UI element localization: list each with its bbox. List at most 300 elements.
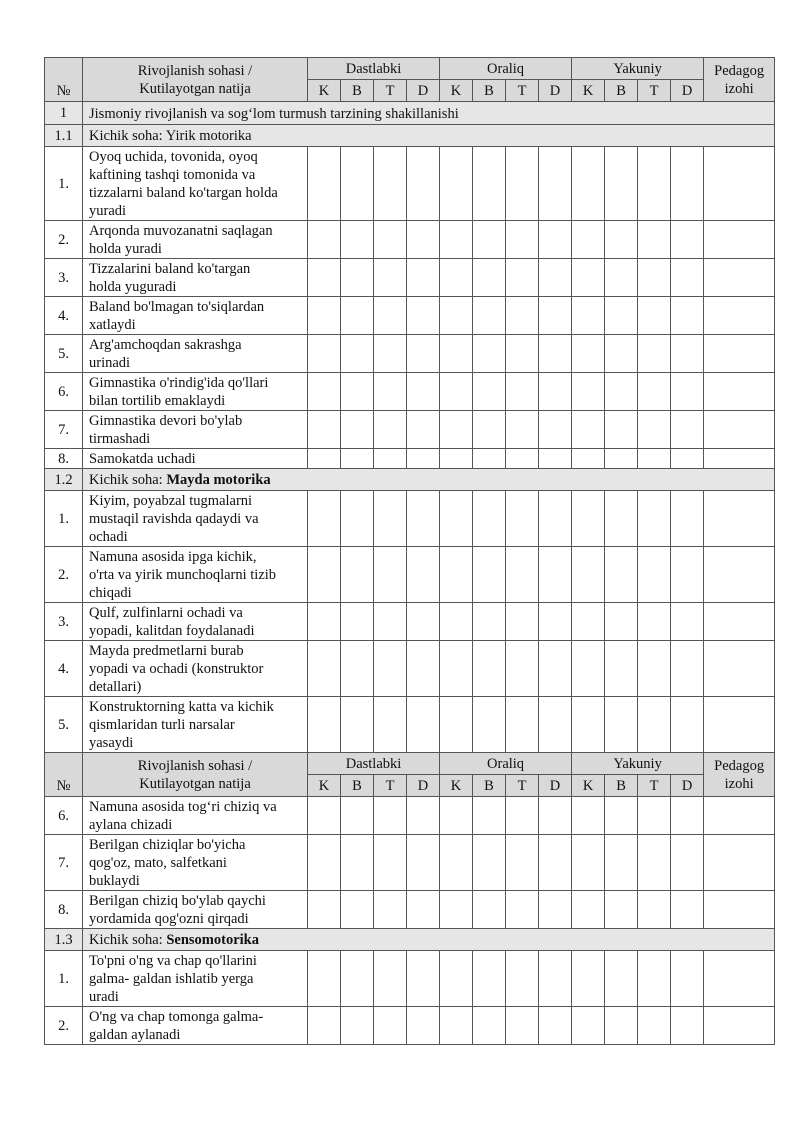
outcome-line: aylana chizadi bbox=[89, 817, 173, 833]
rating-cell[interactable] bbox=[374, 147, 407, 221]
rating-cell[interactable] bbox=[638, 951, 671, 1007]
rating-cell[interactable] bbox=[440, 373, 473, 411]
outcome-number-text: 7. bbox=[58, 421, 69, 438]
teacher-comment-cell[interactable] bbox=[704, 491, 775, 547]
header-row bbox=[45, 58, 775, 80]
rating-cell[interactable] bbox=[605, 373, 638, 411]
outcome-line: Samokatda uchadi bbox=[89, 451, 196, 467]
rating-cell[interactable] bbox=[407, 221, 440, 259]
rating-cell[interactable] bbox=[506, 147, 539, 221]
rating-cell[interactable] bbox=[638, 641, 671, 697]
outcome-line: ochadi bbox=[89, 529, 128, 545]
rating-cell[interactable] bbox=[638, 335, 671, 373]
rating-cell[interactable] bbox=[638, 221, 671, 259]
level-header bbox=[671, 775, 704, 797]
rating-cell[interactable] bbox=[638, 449, 671, 469]
rating-cell[interactable] bbox=[605, 147, 638, 221]
rating-cell[interactable] bbox=[440, 835, 473, 891]
rating-cell[interactable] bbox=[341, 1007, 374, 1045]
rating-cell[interactable] bbox=[539, 335, 572, 373]
outcome-number bbox=[45, 259, 83, 297]
outcome-line: uradi bbox=[89, 989, 119, 1005]
rating-cell[interactable] bbox=[473, 373, 506, 411]
outcome-line: yopadi va ochadi (konstruktor bbox=[89, 661, 264, 677]
level-label: D bbox=[681, 82, 693, 99]
outcome-text bbox=[83, 491, 308, 547]
rating-cell[interactable] bbox=[671, 835, 704, 891]
rating-cell[interactable] bbox=[407, 835, 440, 891]
rating-cell[interactable] bbox=[572, 603, 605, 641]
rating-cell[interactable] bbox=[308, 891, 341, 929]
rating-cell[interactable] bbox=[341, 449, 374, 469]
rating-cell[interactable] bbox=[506, 297, 539, 335]
rating-cell[interactable] bbox=[506, 547, 539, 603]
rating-cell[interactable] bbox=[374, 641, 407, 697]
rating-cell[interactable] bbox=[341, 603, 374, 641]
rating-cell[interactable] bbox=[374, 547, 407, 603]
level-label: D bbox=[417, 82, 429, 99]
rating-cell[interactable] bbox=[671, 951, 704, 1007]
rating-cell[interactable] bbox=[539, 449, 572, 469]
period-header bbox=[440, 753, 572, 775]
rating-cell[interactable] bbox=[671, 297, 704, 335]
rating-cell[interactable] bbox=[407, 1007, 440, 1045]
rating-cell[interactable] bbox=[407, 547, 440, 603]
rating-cell[interactable] bbox=[440, 449, 473, 469]
rating-cell[interactable] bbox=[572, 951, 605, 1007]
rating-cell[interactable] bbox=[638, 891, 671, 929]
rating-cell[interactable] bbox=[638, 491, 671, 547]
teacher-comment-cell[interactable] bbox=[704, 891, 775, 929]
rating-cell[interactable] bbox=[440, 491, 473, 547]
rating-cell[interactable] bbox=[539, 603, 572, 641]
outcome-line: yuradi bbox=[89, 203, 127, 219]
teacher-comment-cell[interactable] bbox=[704, 797, 775, 835]
rating-cell[interactable] bbox=[506, 221, 539, 259]
rating-cell[interactable] bbox=[341, 297, 374, 335]
rating-cell[interactable] bbox=[473, 697, 506, 753]
teacher-comment-cell[interactable] bbox=[704, 1007, 775, 1045]
rating-cell[interactable] bbox=[407, 259, 440, 297]
outcome-number-text: 8. bbox=[58, 450, 69, 467]
rating-cell[interactable] bbox=[374, 449, 407, 469]
rating-cell[interactable] bbox=[341, 547, 374, 603]
subsection-prefix: Kichik soha: bbox=[89, 932, 167, 948]
rating-cell[interactable] bbox=[374, 411, 407, 449]
outcome-line: kaftining tashqi tomonida va bbox=[89, 167, 256, 183]
rating-cell[interactable] bbox=[572, 891, 605, 929]
rating-cell[interactable] bbox=[407, 797, 440, 835]
rating-cell[interactable] bbox=[308, 373, 341, 411]
rating-cell[interactable] bbox=[374, 335, 407, 373]
rating-cell[interactable] bbox=[308, 147, 341, 221]
rating-cell[interactable] bbox=[539, 835, 572, 891]
rating-cell[interactable] bbox=[605, 603, 638, 641]
rating-cell[interactable] bbox=[539, 951, 572, 1007]
outcome-number bbox=[45, 297, 83, 335]
level-header bbox=[341, 775, 374, 797]
rating-cell[interactable] bbox=[572, 297, 605, 335]
outcome-number-text: 1. bbox=[58, 970, 69, 987]
teacher-comment-cell[interactable] bbox=[704, 335, 775, 373]
rating-cell[interactable] bbox=[473, 835, 506, 891]
outcome-number bbox=[45, 449, 83, 469]
rating-cell[interactable] bbox=[407, 411, 440, 449]
rating-cell[interactable] bbox=[407, 641, 440, 697]
rating-cell[interactable] bbox=[572, 449, 605, 469]
teacher-comment-cell[interactable] bbox=[704, 951, 775, 1007]
rating-cell[interactable] bbox=[605, 411, 638, 449]
header-number: № bbox=[56, 778, 71, 794]
outcome-line: Gimnastika devori bo'ylab bbox=[89, 413, 243, 429]
rating-cell[interactable] bbox=[506, 335, 539, 373]
rating-cell[interactable] bbox=[605, 297, 638, 335]
rating-cell[interactable] bbox=[638, 297, 671, 335]
rating-cell[interactable] bbox=[572, 411, 605, 449]
rating-cell[interactable] bbox=[407, 335, 440, 373]
outcome-line: yordamida qog'ozni qirqadi bbox=[89, 911, 249, 927]
rating-cell[interactable] bbox=[671, 491, 704, 547]
outcome-number bbox=[45, 891, 83, 929]
section-number-text: 1 bbox=[59, 105, 68, 121]
rating-cell[interactable] bbox=[374, 221, 407, 259]
rating-cell[interactable] bbox=[440, 641, 473, 697]
header-row bbox=[45, 753, 775, 775]
rating-cell[interactable] bbox=[341, 373, 374, 411]
outcome-line: Berilgan chiziqlar bo'yicha bbox=[89, 837, 246, 853]
rating-cell[interactable] bbox=[506, 603, 539, 641]
rating-cell[interactable] bbox=[539, 147, 572, 221]
rating-cell[interactable] bbox=[374, 951, 407, 1007]
level-label: D bbox=[417, 777, 429, 794]
rating-cell[interactable] bbox=[407, 373, 440, 411]
rating-cell[interactable] bbox=[374, 373, 407, 411]
rating-cell[interactable] bbox=[407, 891, 440, 929]
outcome-number bbox=[45, 547, 83, 603]
rating-cell[interactable] bbox=[440, 335, 473, 373]
rating-cell[interactable] bbox=[638, 603, 671, 641]
rating-cell[interactable] bbox=[473, 221, 506, 259]
rating-cell[interactable] bbox=[506, 891, 539, 929]
rating-cell[interactable] bbox=[440, 891, 473, 929]
rating-cell[interactable] bbox=[407, 603, 440, 641]
rating-cell[interactable] bbox=[671, 547, 704, 603]
period-label: Dastlabki bbox=[345, 755, 402, 772]
teacher-comment-cell[interactable] bbox=[704, 449, 775, 469]
rating-cell[interactable] bbox=[539, 891, 572, 929]
rating-cell[interactable] bbox=[506, 491, 539, 547]
rating-cell[interactable] bbox=[605, 835, 638, 891]
rating-cell[interactable] bbox=[506, 697, 539, 753]
rating-cell[interactable] bbox=[539, 641, 572, 697]
rating-cell[interactable] bbox=[539, 491, 572, 547]
rating-cell[interactable] bbox=[605, 697, 638, 753]
rating-cell[interactable] bbox=[308, 411, 341, 449]
rating-cell[interactable] bbox=[506, 1007, 539, 1045]
rating-cell[interactable] bbox=[440, 221, 473, 259]
header-comment-cell bbox=[704, 753, 775, 797]
subsection-row bbox=[45, 469, 775, 491]
level-label: K bbox=[318, 777, 330, 794]
rating-cell[interactable] bbox=[374, 603, 407, 641]
rating-cell[interactable] bbox=[473, 603, 506, 641]
rating-cell[interactable] bbox=[638, 797, 671, 835]
level-header bbox=[638, 775, 671, 797]
rating-cell[interactable] bbox=[638, 373, 671, 411]
level-label: B bbox=[352, 82, 362, 99]
outcome-text bbox=[83, 373, 308, 411]
period-label: Dastlabki bbox=[345, 60, 402, 77]
subsection-number bbox=[45, 929, 83, 951]
rating-cell[interactable] bbox=[605, 641, 638, 697]
rating-cell[interactable] bbox=[440, 951, 473, 1007]
rating-cell[interactable] bbox=[308, 697, 341, 753]
rating-cell[interactable] bbox=[539, 411, 572, 449]
rating-cell[interactable] bbox=[308, 641, 341, 697]
rating-cell[interactable] bbox=[374, 697, 407, 753]
rating-cell[interactable] bbox=[506, 259, 539, 297]
rating-cell[interactable] bbox=[308, 603, 341, 641]
rating-cell[interactable] bbox=[473, 297, 506, 335]
teacher-comment-cell[interactable] bbox=[704, 297, 775, 335]
rating-cell[interactable] bbox=[374, 297, 407, 335]
rating-cell[interactable] bbox=[440, 411, 473, 449]
rating-cell[interactable] bbox=[638, 1007, 671, 1045]
outcome-number bbox=[45, 603, 83, 641]
rating-cell[interactable] bbox=[605, 491, 638, 547]
rating-cell[interactable] bbox=[605, 1007, 638, 1045]
outcome-number bbox=[45, 411, 83, 449]
rating-cell[interactable] bbox=[671, 697, 704, 753]
rating-cell[interactable] bbox=[539, 373, 572, 411]
rating-cell[interactable] bbox=[473, 259, 506, 297]
rating-cell[interactable] bbox=[605, 449, 638, 469]
outcome-line: Qulf, zulfinlarni ochadi va bbox=[89, 605, 243, 621]
rating-cell[interactable] bbox=[572, 221, 605, 259]
rating-cell[interactable] bbox=[374, 259, 407, 297]
rating-cell[interactable] bbox=[308, 297, 341, 335]
outcome-number bbox=[45, 335, 83, 373]
rating-cell[interactable] bbox=[440, 259, 473, 297]
subsection-number-text: 1.1 bbox=[54, 127, 73, 144]
rating-cell[interactable] bbox=[407, 491, 440, 547]
rating-cell[interactable] bbox=[407, 951, 440, 1007]
rating-cell[interactable] bbox=[572, 547, 605, 603]
rating-cell[interactable] bbox=[341, 259, 374, 297]
rating-cell[interactable] bbox=[572, 641, 605, 697]
teacher-comment-cell[interactable] bbox=[704, 835, 775, 891]
rating-cell[interactable] bbox=[308, 797, 341, 835]
outcome-row bbox=[45, 603, 775, 641]
subsection-name: Sensomotorika bbox=[166, 932, 259, 948]
rating-cell[interactable] bbox=[440, 1007, 473, 1045]
rating-cell[interactable] bbox=[308, 547, 341, 603]
outcome-text bbox=[83, 641, 308, 697]
rating-cell[interactable] bbox=[539, 297, 572, 335]
outcome-row bbox=[45, 449, 775, 469]
rating-cell[interactable] bbox=[572, 1007, 605, 1045]
outcome-text bbox=[83, 259, 308, 297]
rating-cell[interactable] bbox=[605, 259, 638, 297]
rating-cell[interactable] bbox=[671, 221, 704, 259]
rating-cell[interactable] bbox=[638, 411, 671, 449]
outcome-number-text: 2. bbox=[58, 1017, 69, 1034]
level-header bbox=[440, 80, 473, 102]
rating-cell[interactable] bbox=[572, 491, 605, 547]
rating-cell[interactable] bbox=[374, 891, 407, 929]
subsection-prefix: Kichik soha: bbox=[89, 128, 166, 144]
rating-cell[interactable] bbox=[407, 147, 440, 221]
rating-cell[interactable] bbox=[572, 835, 605, 891]
rating-cell[interactable] bbox=[605, 951, 638, 1007]
rating-cell[interactable] bbox=[341, 891, 374, 929]
rating-cell[interactable] bbox=[605, 335, 638, 373]
rating-cell[interactable] bbox=[572, 697, 605, 753]
rating-cell[interactable] bbox=[407, 697, 440, 753]
rating-cell[interactable] bbox=[572, 259, 605, 297]
rating-cell[interactable] bbox=[341, 697, 374, 753]
rating-cell[interactable] bbox=[473, 411, 506, 449]
rating-cell[interactable] bbox=[341, 147, 374, 221]
rating-cell[interactable] bbox=[671, 335, 704, 373]
rating-cell[interactable] bbox=[374, 835, 407, 891]
teacher-comment-cell[interactable] bbox=[704, 697, 775, 753]
rating-cell[interactable] bbox=[671, 411, 704, 449]
rating-cell[interactable] bbox=[374, 491, 407, 547]
rating-cell[interactable] bbox=[539, 697, 572, 753]
rating-cell[interactable] bbox=[539, 259, 572, 297]
rating-cell[interactable] bbox=[506, 449, 539, 469]
rating-cell[interactable] bbox=[605, 547, 638, 603]
rating-cell[interactable] bbox=[671, 641, 704, 697]
rating-cell[interactable] bbox=[506, 951, 539, 1007]
rating-cell[interactable] bbox=[308, 259, 341, 297]
rating-cell[interactable] bbox=[341, 951, 374, 1007]
rating-cell[interactable] bbox=[671, 449, 704, 469]
rating-cell[interactable] bbox=[572, 797, 605, 835]
rating-cell[interactable] bbox=[506, 373, 539, 411]
rating-cell[interactable] bbox=[341, 221, 374, 259]
rating-cell[interactable] bbox=[638, 547, 671, 603]
rating-cell[interactable] bbox=[539, 1007, 572, 1045]
rating-cell[interactable] bbox=[473, 449, 506, 469]
header-area-line2: Kutilayotgan natija bbox=[139, 80, 251, 97]
rating-cell[interactable] bbox=[605, 221, 638, 259]
rating-cell[interactable] bbox=[506, 835, 539, 891]
outcome-number bbox=[45, 1007, 83, 1045]
rating-cell[interactable] bbox=[341, 335, 374, 373]
rating-cell[interactable] bbox=[473, 335, 506, 373]
rating-cell[interactable] bbox=[671, 1007, 704, 1045]
teacher-comment-cell[interactable] bbox=[704, 547, 775, 603]
rating-cell[interactable] bbox=[308, 449, 341, 469]
rating-cell[interactable] bbox=[308, 951, 341, 1007]
rating-cell[interactable] bbox=[473, 641, 506, 697]
level-header bbox=[407, 775, 440, 797]
rating-cell[interactable] bbox=[308, 335, 341, 373]
rating-cell[interactable] bbox=[341, 641, 374, 697]
rating-cell[interactable] bbox=[539, 797, 572, 835]
level-header bbox=[572, 80, 605, 102]
teacher-comment-cell[interactable] bbox=[704, 147, 775, 221]
rating-cell[interactable] bbox=[638, 697, 671, 753]
rating-cell[interactable] bbox=[440, 547, 473, 603]
rating-cell[interactable] bbox=[407, 449, 440, 469]
rating-cell[interactable] bbox=[506, 641, 539, 697]
header-area-cell bbox=[83, 753, 308, 797]
rating-cell[interactable] bbox=[671, 147, 704, 221]
rating-cell[interactable] bbox=[638, 259, 671, 297]
level-header bbox=[572, 775, 605, 797]
rating-cell[interactable] bbox=[638, 835, 671, 891]
rating-cell[interactable] bbox=[473, 547, 506, 603]
rating-cell[interactable] bbox=[440, 797, 473, 835]
outcome-number-text: 1. bbox=[58, 175, 69, 192]
teacher-comment-cell[interactable] bbox=[704, 603, 775, 641]
rating-cell[interactable] bbox=[539, 547, 572, 603]
rating-cell[interactable] bbox=[374, 797, 407, 835]
outcome-row bbox=[45, 147, 775, 221]
period-header bbox=[440, 58, 572, 80]
rating-cell[interactable] bbox=[374, 1007, 407, 1045]
rating-cell[interactable] bbox=[473, 491, 506, 547]
rating-cell[interactable] bbox=[473, 951, 506, 1007]
rating-cell[interactable] bbox=[341, 797, 374, 835]
teacher-comment-cell[interactable] bbox=[704, 373, 775, 411]
rating-cell[interactable] bbox=[605, 797, 638, 835]
teacher-comment-cell[interactable] bbox=[704, 259, 775, 297]
rating-cell[interactable] bbox=[638, 147, 671, 221]
rating-cell[interactable] bbox=[671, 797, 704, 835]
outcome-line: galma- galdan ishlatib yerga bbox=[89, 971, 254, 987]
level-label: K bbox=[450, 777, 462, 794]
rating-cell[interactable] bbox=[671, 259, 704, 297]
rating-cell[interactable] bbox=[473, 891, 506, 929]
rating-cell[interactable] bbox=[473, 797, 506, 835]
level-header bbox=[374, 80, 407, 102]
rating-cell[interactable] bbox=[308, 221, 341, 259]
rating-cell[interactable] bbox=[605, 891, 638, 929]
rating-cell[interactable] bbox=[473, 147, 506, 221]
rating-cell[interactable] bbox=[539, 221, 572, 259]
outcome-number bbox=[45, 797, 83, 835]
teacher-comment-cell[interactable] bbox=[704, 221, 775, 259]
rating-cell[interactable] bbox=[671, 373, 704, 411]
rating-cell[interactable] bbox=[341, 411, 374, 449]
rating-cell[interactable] bbox=[341, 835, 374, 891]
rating-cell[interactable] bbox=[572, 147, 605, 221]
rating-cell[interactable] bbox=[341, 491, 374, 547]
rating-cell[interactable] bbox=[308, 1007, 341, 1045]
rating-cell[interactable] bbox=[572, 335, 605, 373]
rating-cell[interactable] bbox=[308, 835, 341, 891]
rating-cell[interactable] bbox=[671, 603, 704, 641]
rating-cell[interactable] bbox=[506, 411, 539, 449]
rating-cell[interactable] bbox=[440, 297, 473, 335]
outcome-line: Kiyim, poyabzal tugmalarni bbox=[89, 493, 253, 509]
rating-cell[interactable] bbox=[572, 373, 605, 411]
teacher-comment-cell[interactable] bbox=[704, 411, 775, 449]
rating-cell[interactable] bbox=[407, 297, 440, 335]
rating-cell[interactable] bbox=[506, 797, 539, 835]
rating-cell[interactable] bbox=[671, 891, 704, 929]
rating-cell[interactable] bbox=[440, 603, 473, 641]
rating-cell[interactable] bbox=[440, 147, 473, 221]
rating-cell[interactable] bbox=[473, 1007, 506, 1045]
rating-cell[interactable] bbox=[440, 697, 473, 753]
rating-cell[interactable] bbox=[308, 491, 341, 547]
teacher-comment-cell[interactable] bbox=[704, 641, 775, 697]
